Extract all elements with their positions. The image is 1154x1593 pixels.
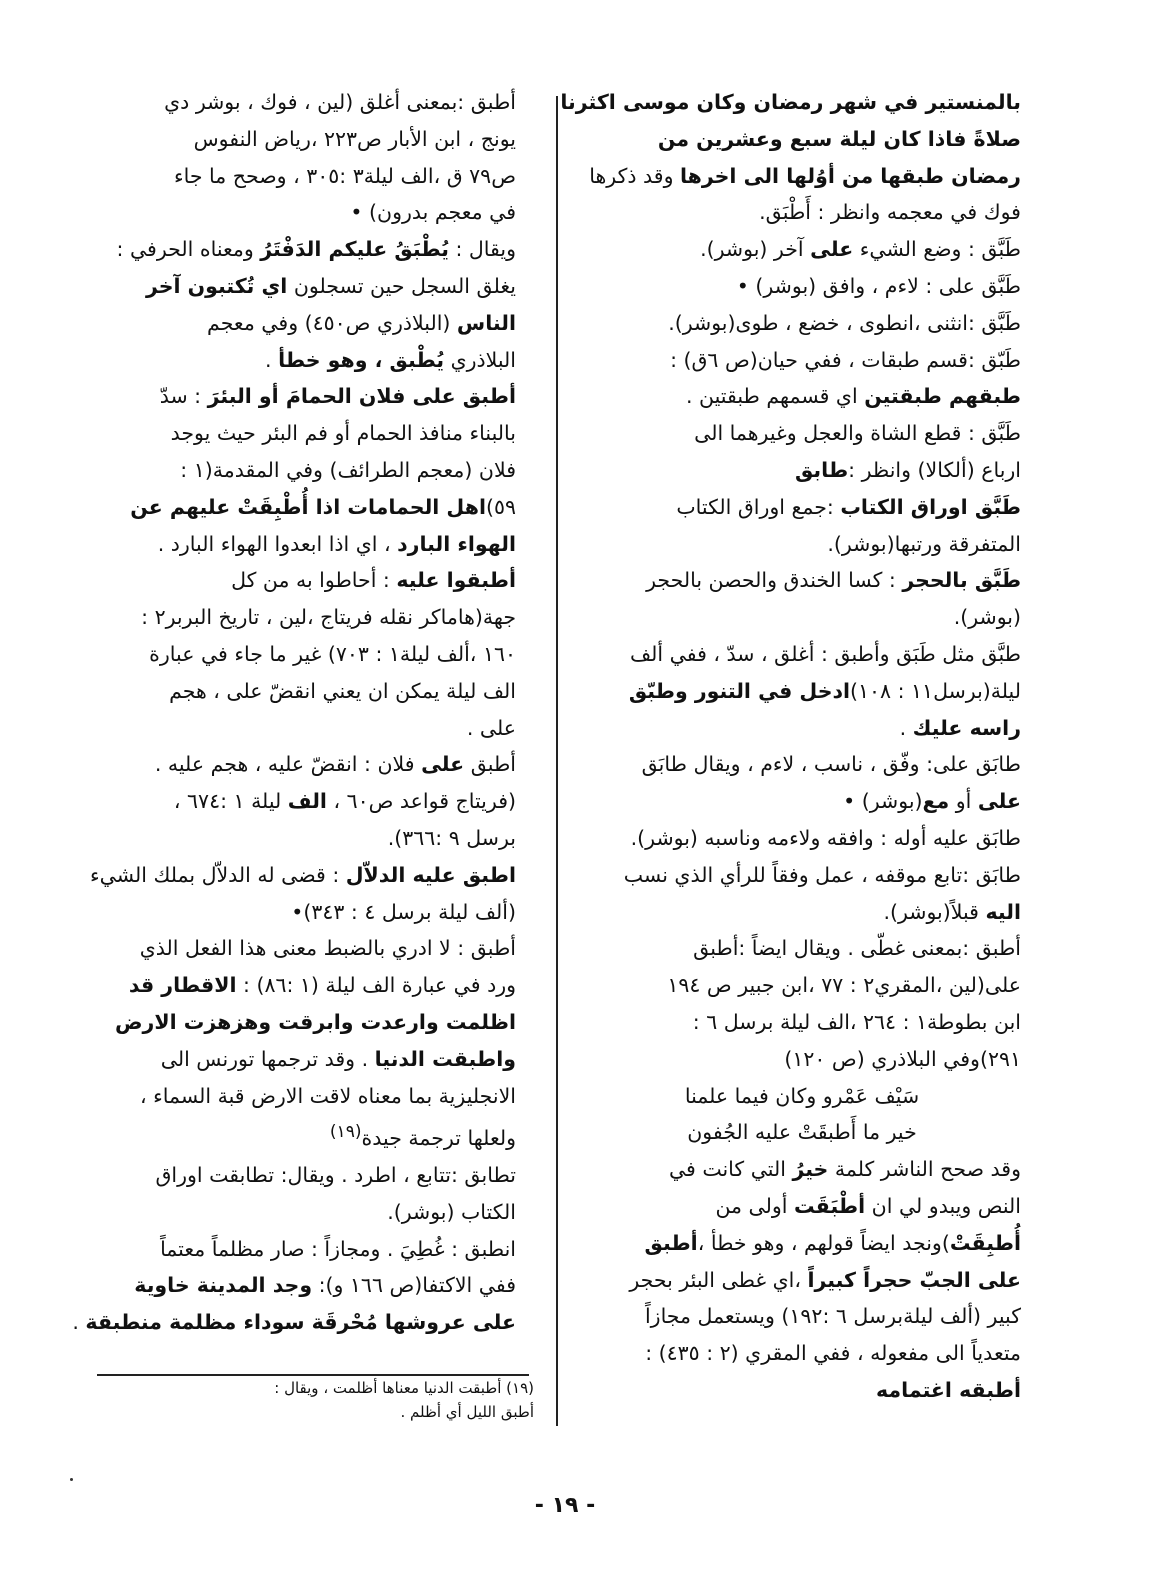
text-line: طَبَّق : وضع الشيء على آخر (بوشر). [700, 237, 1021, 262]
text-line: ارباع (ألكالا) وانظر :طابق [794, 457, 1021, 482]
text-line: في معجم بدرون) • [350, 200, 516, 225]
text-line: ويقال : يُطْبَقُ عليكم الدَفْتَرُ ومعناه الحرفي : [116, 237, 516, 262]
text-line: بالمنستير في شهر رمضان وكان موسى اكثرنا [560, 90, 1021, 114]
text-line: الناس (البلاذري ص٤٥٠) وفي معجم [207, 310, 516, 335]
text-line: اليه قبلاً(بوشر). [883, 899, 1021, 924]
text-line: واطبقت الدنيا . وقد ترجمها تورنس الى [160, 1046, 516, 1071]
text-line: أطبقوا عليه : أحاطوا به من كل [231, 568, 516, 593]
text-line: طَبَّق على : لاءم ، وافق (بوشر) • [736, 273, 1021, 298]
text-line: (بوشر). [953, 605, 1021, 630]
text-line: النص ويبدو لي ان أطْبَقَت أولى من [715, 1193, 1021, 1218]
text-line: طَبَّق :انثنى ،انطوى ، خضع ، طوى(بوشر). [668, 310, 1021, 335]
text-line: ولعلها ترجمة جيدة$^{(١٩)}$ [329, 1122, 516, 1151]
text-line: يغلق السجل حين تسجلون اي تُكتبون آخر [145, 273, 516, 298]
text-line: اظلمت وارعدت وابرقت وهزهزت الارض [114, 1009, 516, 1034]
text-line: راسه عليك . [899, 715, 1021, 740]
text-line: البلاذري يُطْبق ، وهو خطأ . [265, 347, 516, 372]
text-line: طابَق :تابع موقفه ، عمل وفقاً للرأي الذي نسب [623, 862, 1021, 887]
text-line: طَبَّق اوراق الكتاب :جمع اوراق الكتاب [676, 494, 1021, 519]
text-line: (فريتاج قواعد ص٦٠ ، الف ليلة ١ :٦٧٤ ، [173, 789, 516, 814]
verse-line: خير ما أَطبقَتْ عليه الجُفون [687, 1120, 917, 1145]
text-line: على عروشها مُحْرقَة سوداء مظلمة منطبقة . [72, 1310, 516, 1335]
text-line: طَبّق :قسم طبقات ، ففي حيان(ص ٦ق) : [670, 347, 1021, 372]
text-line: تطابق :تتابع ، اطرد . ويقال: تطابقت اوراق [155, 1162, 516, 1187]
footnote-line: أطبق الليل أي أظلم . [400, 1403, 534, 1421]
text-line: وقد صحح الناشر كلمة خيرُ التي كانت في [668, 1157, 1021, 1182]
text-line: متعدياً الى مفعوله ، ففي المقري (٢ : ٤٣٥) : [645, 1341, 1021, 1366]
scan-speck [70, 1478, 73, 1481]
text-line: ورد في عبارة الف ليلة (١ :٨٦) : الاقطار قد [128, 973, 516, 998]
text-line: انطبق : غُطِيَ . ومجازاً : صار مظلماً معتماً [160, 1236, 516, 1261]
text-line: ص٧٩ ق ،الف ليلة٣ :٣٠٥ ، وصحح ما جاء [173, 163, 516, 188]
text-line: فوك في معجمه وانظر : أَطْبَق. [759, 200, 1021, 225]
text-line: ليلة(برسل١١ : ١٠٨)ادخل في التنور وطبّق [628, 678, 1021, 703]
text-line: جهة(هاماكر نقله فريتاج ،لين ، تاريخ البربر٢ : [141, 605, 516, 630]
text-line: فلان (معجم الطرائف) وفي المقدمة(١ : [180, 457, 516, 482]
text-line: أطبق : لا ادري بالضبط معنى هذا الفعل الذي [139, 936, 516, 961]
text-line: طَبَّق : قطع الشاة والعجل وغيرهما الى [694, 421, 1021, 446]
text-line: الانجليزية بما معناه لاقت الارض قبة السماء ، [139, 1083, 516, 1108]
text-line: أطبق على فلان : انقضّ عليه ، هجم عليه . [154, 752, 516, 777]
text-line: بالبناء منافذ الحمام أو فم البئر حيث يوجد [170, 421, 516, 446]
text-line: على . [466, 715, 516, 740]
text-line: اطبق عليه الدلاّل : قضى له الدلاّل بملك الشيء [89, 862, 516, 887]
text-line: برسل ٩ :٣٦٦). [387, 825, 516, 850]
text-line: أطبق :بمعنى غطّى . ويقال ايضاً :أطبق [693, 936, 1021, 961]
text-line: كبير (ألف ليلةبرسل ٦ :١٩٢) ويستعمل مجازاً [644, 1304, 1021, 1329]
text-line: على(لين ،المقري٢ : ٧٧ ،ابن جبير ص ١٩٤ [667, 973, 1021, 998]
text-line: أطبقه اغتمامه [876, 1377, 1021, 1402]
text-line: أطبق على فلان الحمامَ أو البئرَ : سدّ [159, 384, 516, 409]
text-line: على أو مع(بوشر) • [843, 789, 1021, 814]
text-line: الف ليلة يمكن ان يعني انقضّ على ، هجم [169, 678, 516, 703]
text-line: ابن بطوطة١ : ٢٦٤ ،الف ليلة برسل ٦ : [692, 1009, 1021, 1034]
text-line: يونج ، ابن الأبار ص٢٢٣ ،رياض النفوس [193, 126, 516, 151]
text-line: طابَق على: وفّق ، ناسب ، لاءم ، ويقال طابَق [641, 752, 1021, 777]
footnote-line: (١٩) أطبقت الدنيا معناها أظلمت ، ويقال : [274, 1379, 534, 1397]
text-line: على الجبّ حجراً كبيراً ،اي غطى البئر بحجر [629, 1267, 1021, 1292]
text-line: ففي الاكتفا(ص ١٦٦ و): وجد المدينة خاوية [134, 1273, 516, 1298]
text-line: ١٦٠ ،ألف ليلة١ : ٧٠٣) غير ما جاء في عبارة [149, 641, 516, 666]
text-line: أُطبِقَتْ)ونجد ايضاً قولهم ، وهو خطأ ،أطبق [644, 1230, 1021, 1255]
left-column [72, 84, 516, 1341]
text-line: طابَق عليه أوله : وافقه ولاءمه وناسبه (بوشر). [630, 825, 1021, 850]
text-line: الهواء البارد ، اي اذا ابعدوا الهواء البارد . [157, 531, 516, 556]
text-line: رمضان طبقها من أوُلها الى اخرها وقد ذكرها [589, 163, 1021, 188]
text-line: طَبَّق بالحجر : كسا الخندق والحصن بالحجر [646, 568, 1021, 593]
column-divider [556, 96, 558, 1426]
text-line: الكتاب (بوشر). [387, 1199, 516, 1224]
right-column [560, 84, 1021, 1409]
text-line: ٢٩١)وفي البلاذري (ص ١٢٠) [784, 1046, 1021, 1071]
text-line: طبَّق مثل طَبَق وأطبق : أغلق ، سدّ ، ففي ألف [629, 641, 1021, 666]
text-line: (ألف ليلة برسل ٤ : ٣٤٣)• [291, 899, 516, 924]
footnote [120, 1376, 534, 1424]
text-line: طبقهم طبقتين اي قسمهم طبقتين . [685, 384, 1021, 409]
text-line: أطبق :بمعنى أغلق (لين ، فوك ، بوشر دي [164, 90, 516, 114]
text-line: ٥٩)اهل الحمامات اذا أُطْبِقَتْ عليهم عن [130, 494, 516, 519]
page-number: - ١٩ - [534, 1493, 596, 1518]
text-line: صلاةً فاذا كان ليلة سبع وعشرين من [657, 126, 1021, 151]
text-line: المتفرقة ورتبها(بوشر). [827, 531, 1021, 556]
verse-line: سَيْف عَمْرو وكان فيما علمنا [684, 1083, 920, 1108]
